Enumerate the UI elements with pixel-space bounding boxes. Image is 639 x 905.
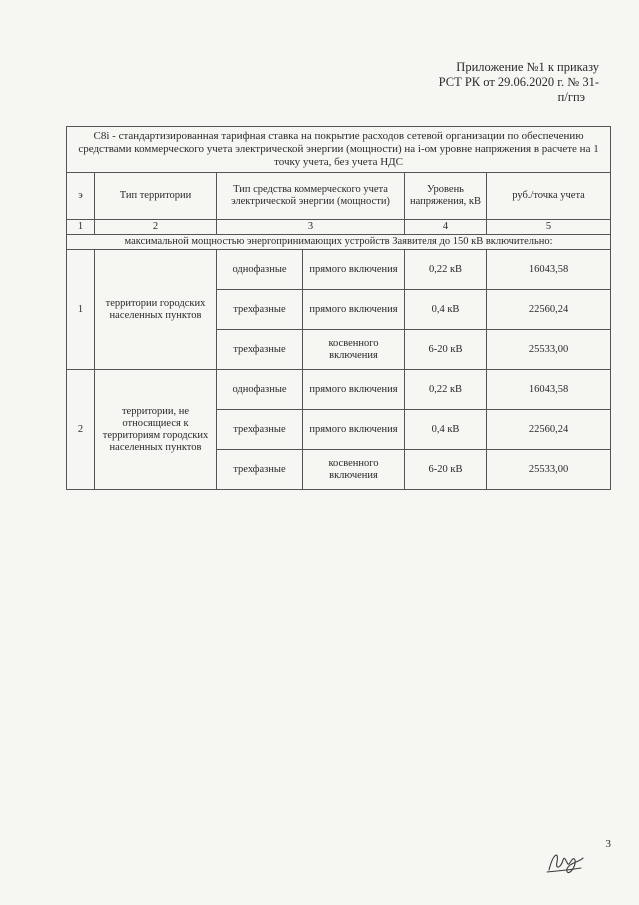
heading-line-3: п/гпэ: [557, 90, 585, 104]
group-index: 2: [67, 370, 95, 490]
connection-cell: прямого включения: [303, 370, 405, 410]
territory-cell: территории городских населенных пунктов: [95, 250, 217, 370]
connection-cell: косвенного включения: [303, 450, 405, 490]
voltage-cell: 0,22 кВ: [405, 250, 487, 290]
price-cell: 25533,00: [487, 450, 611, 490]
column-number: 2: [95, 220, 217, 235]
table-row: [67, 370, 611, 410]
tariff-table: [66, 126, 611, 490]
header-col-5: руб./точка учета: [487, 173, 611, 220]
voltage-cell: 0,22 кВ: [405, 370, 487, 410]
price-cell: 22560,24: [487, 290, 611, 330]
phase-cell: однофазные: [217, 250, 303, 290]
header-col-1: э: [67, 173, 95, 220]
column-number: 5: [487, 220, 611, 235]
voltage-cell: 6-20 кВ: [405, 450, 487, 490]
connection-cell: прямого включения: [303, 410, 405, 450]
phase-cell: трехфазные: [217, 330, 303, 370]
column-number: 1: [67, 220, 95, 235]
phase-cell: трехфазные: [217, 410, 303, 450]
header-col-2: Тип территории: [95, 173, 217, 220]
price-cell: 16043,58: [487, 370, 611, 410]
territory-cell: территории, не относящиеся к территориям городских населенных пунктов: [95, 370, 217, 490]
voltage-cell: 0,4 кВ: [405, 290, 487, 330]
column-number: 4: [405, 220, 487, 235]
voltage-cell: 6-20 кВ: [405, 330, 487, 370]
price-cell: 16043,58: [487, 250, 611, 290]
column-number: 3: [217, 220, 405, 235]
page-number: 3: [605, 838, 611, 850]
price-cell: 22560,24: [487, 410, 611, 450]
phase-cell: трехфазные: [217, 290, 303, 330]
connection-cell: косвенного включения: [303, 330, 405, 370]
heading-line-2: РСТ РК от 29.06.2020 г. № 31-: [438, 75, 599, 89]
price-cell: 25533,00: [487, 330, 611, 370]
appendix-heading: [379, 60, 599, 105]
header-col-3: Тип средства коммерческого учета электрической энергии (мощности): [217, 173, 405, 220]
header-col-4: Уровень напряжения, кВ: [405, 173, 487, 220]
group-index: 1: [67, 250, 95, 370]
heading-line-1: Приложение №1 к приказу: [456, 60, 599, 74]
table-row: [67, 250, 611, 290]
connection-cell: прямого включения: [303, 250, 405, 290]
table-title: C8i - стандартизированная тарифная ставка на покрытие расходов сетевой организации по обеспечению средствами коммерческого учета электрической энергии (мощности) на i-ом уровне напряжения в расчете на 1 точку учета, без учета НДС: [67, 127, 611, 173]
phase-cell: трехфазные: [217, 450, 303, 490]
signature-icon: [543, 844, 587, 878]
phase-cell: однофазные: [217, 370, 303, 410]
section-note: максимальной мощностью энергопринимающих устройств Заявителя до 150 кВ включительно:: [67, 235, 611, 250]
voltage-cell: 0,4 кВ: [405, 410, 487, 450]
connection-cell: прямого включения: [303, 290, 405, 330]
